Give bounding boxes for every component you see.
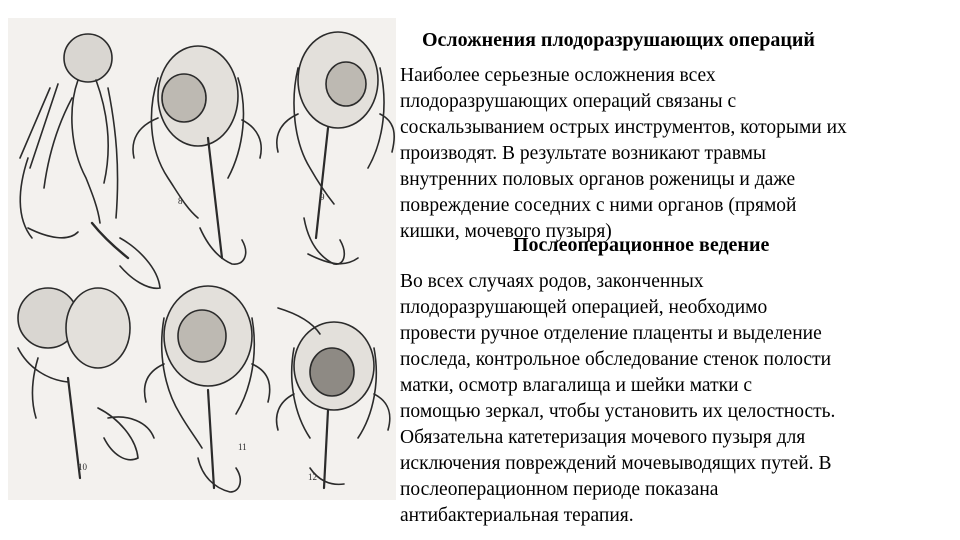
- panel-delivery-10: [18, 288, 154, 478]
- panel-uterus-2: [133, 46, 261, 264]
- obstetric-illustration: [8, 18, 396, 500]
- svg-text:12: 12: [308, 472, 317, 482]
- svg-text:11: 11: [238, 442, 247, 452]
- complications-paragraph: Наиболее серьезные осложнения всех плодоразрушающих операций связаны с соскальзыванием острых инструментов, которыми их производят. В результате возникают травмы внутренних половых органов роженицы и даже повреждение соседних с ними органов (прямой кишки, мочевого пузыря): [400, 65, 847, 242]
- panel-uterus-3: [277, 32, 394, 264]
- panel-uterus-11: [145, 286, 270, 492]
- section-subtitle: Послеоперационное ведение: [513, 234, 770, 256]
- svg-text:8: 8: [178, 196, 183, 206]
- slide-title: Осложнения плодоразрушающих операций: [422, 29, 815, 51]
- svg-text:10: 10: [78, 462, 87, 472]
- text-column: [400, 0, 956, 540]
- postoperative-paragraph: Во всех случаях родов, законченных плодоразрушающей операцией, необходимо провести ручное отделение плаценты и выделение последа, контрольное обследование стенок полости матки, осмотр влагалища и шейки матки с помощью зеркал, чтобы установить их целостность. Обязательна катетеризация мочевого пузыря для исключения повреждений мочевыводящих путей. В послеоперационном периоде показана антибактериальная терапия.: [400, 271, 836, 526]
- svg-text:9: 9: [320, 192, 325, 202]
- panel-uterus-12: [277, 308, 390, 488]
- panel-fetus-extraction: [20, 34, 160, 288]
